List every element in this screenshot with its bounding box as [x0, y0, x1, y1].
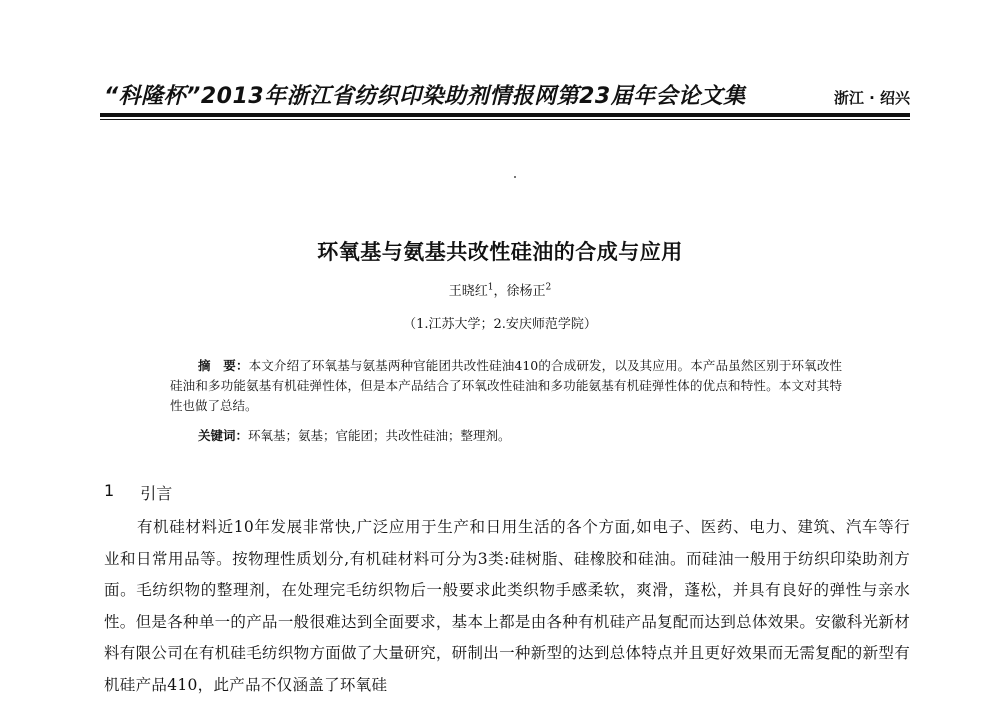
author-name: 徐杨正 — [506, 284, 546, 299]
proceedings-title: “科隆杯”2013年浙江省纺织印染助剂情报网第23届年会论文集 — [104, 84, 746, 109]
author-line — [0, 280, 1000, 299]
paper-title: 环氧基与氨基共改性硅油的合成与应用 — [317, 240, 683, 264]
conference-location: 浙江 · 绍兴 — [833, 89, 910, 107]
abstract-text: 本文介绍了环氧基与氨基两种官能团共改性硅油410的合成研发，以及其应用。本产品虽然区别于环氧改性硅油和多功能氨基有机硅弹性体，但是本产品结合了环氧改性硅油和多功能氨基有机硅弹性体的优点和特性。本文对其特性也做了总结。 — [170, 358, 842, 413]
body-paragraph: 有机硅材料近10年发展非常快,广泛应用于生产和日用生活的各个方面,如电子、医药、电力、建筑、汽车等行业和日常用品等。按物理性质划分,有机硅材料可分为3类:硅树脂、硅橡胶和硅油。而硅油一般用于纺织印染助剂方面。毛纺织物的整理剂，在处理完毛纺织物后一般要求此类织物手感柔软，爽滑，蓬松，并具有良好的弹性与亲水性。但是各种单一的产品一般很难达到全面要求，基本上都是由各种有机硅产品复配而达到总体效果。安徽科光新材料有限公司在有机硅毛纺织物方面做了大量研究，研制出一种新型的达到总体特点并且更好效果而无需复配的新型有机硅产品410，此产品不仅涵盖了环氧硅 — [104, 518, 910, 694]
section-title: 引言 — [140, 484, 173, 503]
running-header — [104, 80, 910, 110]
abstract — [170, 356, 842, 416]
keywords — [198, 426, 511, 446]
section-number: 1 — [104, 481, 115, 500]
abstract-label: 摘 要： — [198, 358, 249, 373]
author-affiliation-mark: 1 — [487, 282, 494, 293]
keywords-text: 环氧基；氨基；官能团；共改性硅油；整理剂。 — [248, 428, 511, 443]
author-name: 王晓红 — [448, 284, 488, 299]
header-rule-thick — [100, 113, 910, 117]
affiliations: （1.江苏大学；2.安庆师范学院） — [403, 317, 597, 332]
scan-speck — [514, 176, 516, 178]
keywords-label: 关键词： — [198, 428, 249, 443]
header-rule-thin — [100, 119, 910, 120]
author-separator: ， — [493, 284, 507, 299]
author-affiliation-mark: 2 — [545, 282, 552, 293]
section-heading — [104, 481, 172, 504]
